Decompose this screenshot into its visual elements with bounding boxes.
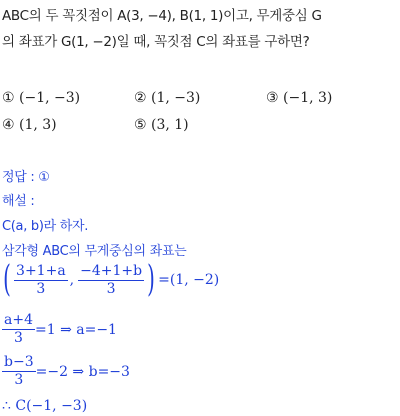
choice-5: ⑤ (3, 1) [134,117,189,133]
centroid-statement: 삼각형 ABC의 무게중심의 좌표는 [2,244,187,259]
step-a-equation [2,312,117,347]
explanation-label: 해설 : [2,194,35,209]
problem-line-1: ABC의 두 꼭짓점이 A(3, −4), B(1, 1)이고, 무게중심 G [2,8,322,24]
choice-1: ① (−1, −3) [2,90,81,106]
answer-label: 정답 : ① [2,170,50,185]
let-statement: C(a, b)라 하자. [2,219,89,234]
fraction-y [78,263,144,298]
step-b-numerator: b−3 [4,354,34,370]
step-b-denominator: 3 [14,372,24,388]
step-b-fraction [2,354,36,389]
step-b-result: =−2 ⇒ b=−3 [35,363,130,380]
problem-line-2: 의 좌표가 G(1, −2)일 때, 꼭짓점 C의 좌표를 구하면? [2,34,310,50]
step-a-fraction [2,312,35,347]
centroid-result: =(1, −2) [158,272,220,288]
left-paren: ( [3,259,11,300]
step-b-equation [2,354,130,389]
conclusion: ∴ C(−1, −3) [2,398,88,414]
centroid-equation [0,259,220,300]
comma: , [69,272,75,288]
fraction-x-denominator: 3 [36,280,46,297]
choice-3: ③ (−1, 3) [266,90,333,106]
fraction-y-denominator: 3 [106,280,116,297]
choice-4: ④ (1, 3) [2,117,57,133]
fraction-x-numerator: 3+1+a [16,262,66,279]
choice-2: ② (1, −3) [134,90,201,106]
right-paren: ) [147,259,155,300]
step-a-result: =1 ⇒ a=−1 [34,321,117,338]
fraction-x [14,263,68,298]
step-a-denominator: 3 [14,330,23,346]
step-a-numerator: a+4 [4,312,33,328]
fraction-y-numerator: −4+1+b [80,262,143,279]
